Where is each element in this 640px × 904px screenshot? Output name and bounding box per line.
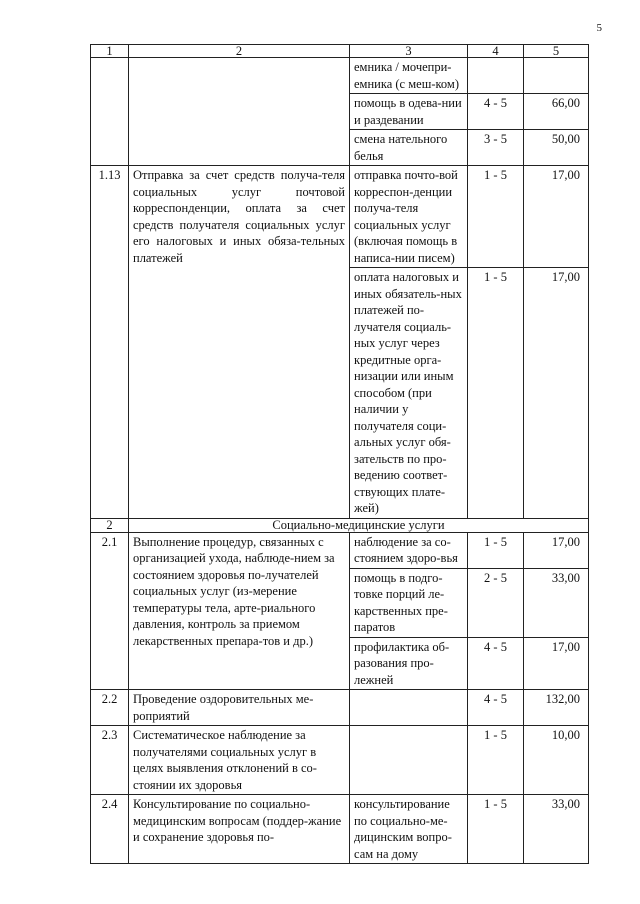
price-cell: 10,00 xyxy=(524,726,589,795)
section-row xyxy=(91,518,589,532)
price-cell: 132,00 xyxy=(524,690,589,726)
grade-cell: 1 - 5 xyxy=(468,166,524,268)
grade-cell: 1 - 5 xyxy=(468,795,524,864)
section-number: 2 xyxy=(91,518,129,532)
sub-service-cell xyxy=(350,726,468,795)
number-cell: 1.13 xyxy=(91,166,129,519)
service-name-cell: Проведение оздоровительных ме-роприятий xyxy=(129,690,350,726)
price-cell: 33,00 xyxy=(524,568,589,637)
services-tariff-table xyxy=(90,44,589,864)
price-cell: 33,00 xyxy=(524,795,589,864)
grade-cell: 4 - 5 xyxy=(468,94,524,130)
table-header-row xyxy=(91,45,589,58)
price-cell: 17,00 xyxy=(524,268,589,519)
sub-service-cell: смена нательного белья xyxy=(350,130,468,166)
header-cell: 5 xyxy=(524,45,589,58)
price-cell: 17,00 xyxy=(524,532,589,568)
header-cell: 3 xyxy=(350,45,468,58)
header-cell: 4 xyxy=(468,45,524,58)
service-name-cell xyxy=(129,58,350,166)
grade-cell: 4 - 5 xyxy=(468,690,524,726)
table-row xyxy=(91,58,589,94)
service-name-cell: Систематическое наблюдение за получателями социальных услуг в целях выявления отклонений в со-стоянии их здоровья xyxy=(129,726,350,795)
sub-service-cell: емника / мочепри-емника (с меш-ком) xyxy=(350,58,468,94)
grade-cell: 1 - 5 xyxy=(468,726,524,795)
number-cell: 2.2 xyxy=(91,690,129,726)
service-name-cell: Выполнение процедур, связанных с организацией ухода, наблюде-нием за состоянием здоровья по-лучателей социальных услуг (из-мерение температуры тела, арте-риального давления, контроль за приемом лекарственных препара-тов и др.) xyxy=(129,532,350,690)
header-cell: 1 xyxy=(91,45,129,58)
sub-service-cell: профилактика об-разования про-лежней xyxy=(350,637,468,690)
number-cell xyxy=(91,58,129,166)
page-number: 5 xyxy=(596,22,602,34)
sub-service-cell xyxy=(350,690,468,726)
sub-service-cell: помощь в подго-товке порций ле-карственных пре-паратов xyxy=(350,568,468,637)
table-row xyxy=(91,726,589,795)
section-title: Социально-медицинские услуги xyxy=(129,518,589,532)
sub-service-cell: консультирование по социально-ме-дицинским вопро-сам на дому xyxy=(350,795,468,864)
price-cell: 17,00 xyxy=(524,166,589,268)
table-row xyxy=(91,166,589,268)
grade-cell: 3 - 5 xyxy=(468,130,524,166)
grade-cell: 1 - 5 xyxy=(468,532,524,568)
price-cell: 17,00 xyxy=(524,637,589,690)
grade-cell xyxy=(468,58,524,94)
sub-service-cell: помощь в одева-нии и раздевании xyxy=(350,94,468,130)
service-name-cell: Отправка за счет средств получа-теля социальных услуг почтовой корреспонденции, оплата за счет средств получателя социальных услуг его налоговых и иных обяза-тельных платежей xyxy=(129,166,350,519)
grade-cell: 2 - 5 xyxy=(468,568,524,637)
sub-service-cell: отправка почто-вой корреспон-денции получа-теля социальных услуг (включая помощь в написа-нии писем) xyxy=(350,166,468,268)
service-name-cell: Консультирование по социально-медицинским вопросам (поддер-жание и сохранение здоровья по- xyxy=(129,795,350,864)
price-cell: 50,00 xyxy=(524,130,589,166)
number-cell: 2.3 xyxy=(91,726,129,795)
table-row xyxy=(91,690,589,726)
price-cell xyxy=(524,58,589,94)
table-row xyxy=(91,795,589,864)
grade-cell: 4 - 5 xyxy=(468,637,524,690)
number-cell: 2.4 xyxy=(91,795,129,864)
sub-service-cell: оплата налоговых и иных обязатель-ных платежей по-лучателя социаль-ных услуг через кредитные орга-низации или иным способом (при наличии у получателя соци-альных услуг обя-зательств по про-ведению соответ-ствующих плате-жей) xyxy=(350,268,468,519)
number-cell: 2.1 xyxy=(91,532,129,690)
table-row xyxy=(91,532,589,568)
price-cell: 66,00 xyxy=(524,94,589,130)
grade-cell: 1 - 5 xyxy=(468,268,524,519)
sub-service-cell: наблюдение за со-стоянием здоро-вья xyxy=(350,532,468,568)
header-cell: 2 xyxy=(129,45,350,58)
